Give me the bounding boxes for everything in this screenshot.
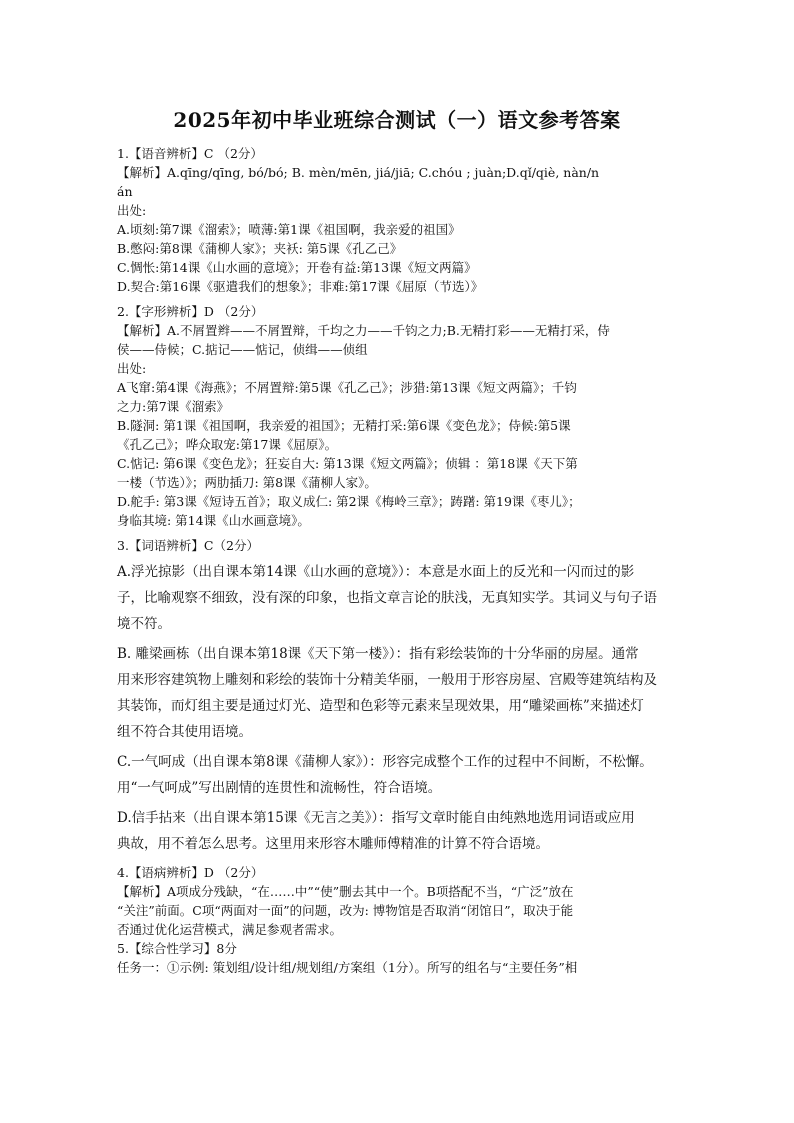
- text-line: 用来形容建筑物上雕刻和彩绘的装饰十分精美华丽，一般用于形容房屋、宫殿等建筑结构及: [117, 672, 657, 688]
- q4-heading: 4.【语病辨析】D （2分）: [117, 865, 264, 880]
- q2-source-line: B.隧洞: 第1课《祖国啊，我亲爱的祖国》；无精打采:第6课《变色龙》；侍候:第5课: [117, 418, 571, 433]
- question-4: [117, 863, 677, 939]
- q3-heading: 3.【词语辨析】C（2分）: [117, 538, 259, 553]
- q2-source-label: 出处:: [117, 361, 147, 376]
- text-line: D.信手拈来（出自课本第15课《无言之美》）：指写文章时能自由纯熟地选用词语或应用: [117, 810, 635, 826]
- q2-analysis-cont: 侯——侍候；C.掂记——惦记，侦缉——侦组: [117, 342, 368, 357]
- question-2: [117, 302, 677, 530]
- text-line: 用“一气呵成”写出剧情的连贯性和流畅性，符合语境。: [117, 780, 442, 796]
- q2-source-line: 一楼（节选）》；两肋插刀: 第8课《蒲柳人家》。: [117, 475, 377, 490]
- answer-content: [117, 144, 677, 977]
- q2-source-line: 之力:第7课《溜索》: [117, 399, 230, 414]
- q4-analysis-line: “关注”前面。C项“两面对一面”的问题，改为: 博物馆是否取消“闭馆日”，取决于能: [117, 903, 574, 918]
- q4-analysis-line: 【解析】A项成分残缺，“在……中”“使”删去其中一个。B项搭配不当，“广泛”放在: [117, 884, 574, 899]
- q1-heading: 1.【语音辨析】C （2分）: [117, 146, 263, 161]
- q1-source-b: B.憋闷:第8课《蒲柳人家》；夹袄: 第5课《孔乙己》: [117, 241, 403, 256]
- text-line: 其装饰，而灯组主要是通过灯光、造型和色彩等元素来呈现效果，用“雕梁画栋”来描述灯: [117, 698, 644, 714]
- q3-option-d: [117, 805, 677, 857]
- q5-task-1: 任务一：①示例: 策划组/设计组/规划组/方案组（1分）。所写的组名与“主要任务”相: [117, 960, 578, 975]
- q4-analysis-line: 否通过优化运营模式，满足参观者需求。: [117, 922, 343, 937]
- q2-heading: 2.【字形辨析】D （2分）: [117, 304, 264, 319]
- q3-option-a: [117, 559, 677, 637]
- q3-option-c: [117, 749, 677, 801]
- text-line: B. 雕梁画栋（出自课本第18课《天下第一楼》）：指有彩绘装饰的十分华丽的房屋。通常: [117, 646, 639, 662]
- text-line: C.一气呵成（出自课本第8课《蒲柳人家》）：形容完成整个工作的过程中不间断，不松懈。: [117, 754, 653, 770]
- q2-source-line: A飞窜:第4课《海燕》；不屑置辩:第5课《孔乙己》；涉猎:第13课《短文两篇》；千钧: [117, 380, 577, 395]
- q1-analysis-cont: án: [117, 184, 133, 199]
- q1-source-a: A.顷刻:第7课《溜索》；喷薄:第1课《祖国啊，我亲爱的祖国》: [117, 222, 461, 237]
- q1-source-c: C.惆怅:第14课《山水画的意境》；开卷有益:第13课《短文两篇》: [117, 260, 477, 275]
- q5-heading: 5.【综合性学习】8分: [117, 941, 237, 956]
- q2-source-line: 身临其境: 第14课《山水画意境》。: [117, 513, 310, 528]
- text-line: 境不符。: [117, 616, 171, 632]
- q1-source-d: D.契合:第16课《驱遣我们的想象》；非难:第17课《屈原（节选）》: [117, 279, 484, 294]
- q1-analysis: 【解析】A.qīng/qīng, bó/bó; B. mèn/mēn, jiá/jiā; C.chóu ; juàn;D.qǐ/qiè, nàn/n: [117, 165, 600, 180]
- q2-analysis: 【解析】A.不屑置辫——不屑置辩，千均之力——千钧之力;B.无精打彩——无精打采，侍: [117, 323, 610, 338]
- document-title: 2025年初中毕业班综合测试（一）语文参考答案: [173, 108, 621, 132]
- q1-source-label: 出处:: [117, 203, 147, 218]
- question-1: [117, 144, 677, 296]
- q2-source-line: D.舵手: 第3课《短诗五首》；取义成仁: 第2课《梅岭三章》；踌躇: 第19课《枣儿》；: [117, 494, 581, 509]
- q2-source-line: 《孔乙己》；哗众取宠:第17课《屈原》。: [117, 437, 338, 452]
- text-line: 组不符合其使用语境。: [117, 724, 252, 740]
- text-line: A.浮光掠影（出自课本第14课《山水画的意境》）：本意是水面上的反光和一闪而过的影: [117, 564, 635, 580]
- question-5: [117, 939, 677, 977]
- text-line: 典故，用不着怎么思考。这里用来形容木雕师傅精准的计算不符合语境。: [117, 836, 549, 852]
- q3-option-b: [117, 641, 677, 745]
- q2-source-line: C.惦记: 第6课《变色龙》；狂妄自大: 第13课《短文两篇》；侦辑 ：第18课《天下第: [117, 456, 578, 471]
- question-3: [117, 536, 677, 857]
- text-line: 子，比喻观察不细致，没有深的印象，也指文章言论的肤浅，无真知实学。其词义与句子语: [117, 590, 657, 606]
